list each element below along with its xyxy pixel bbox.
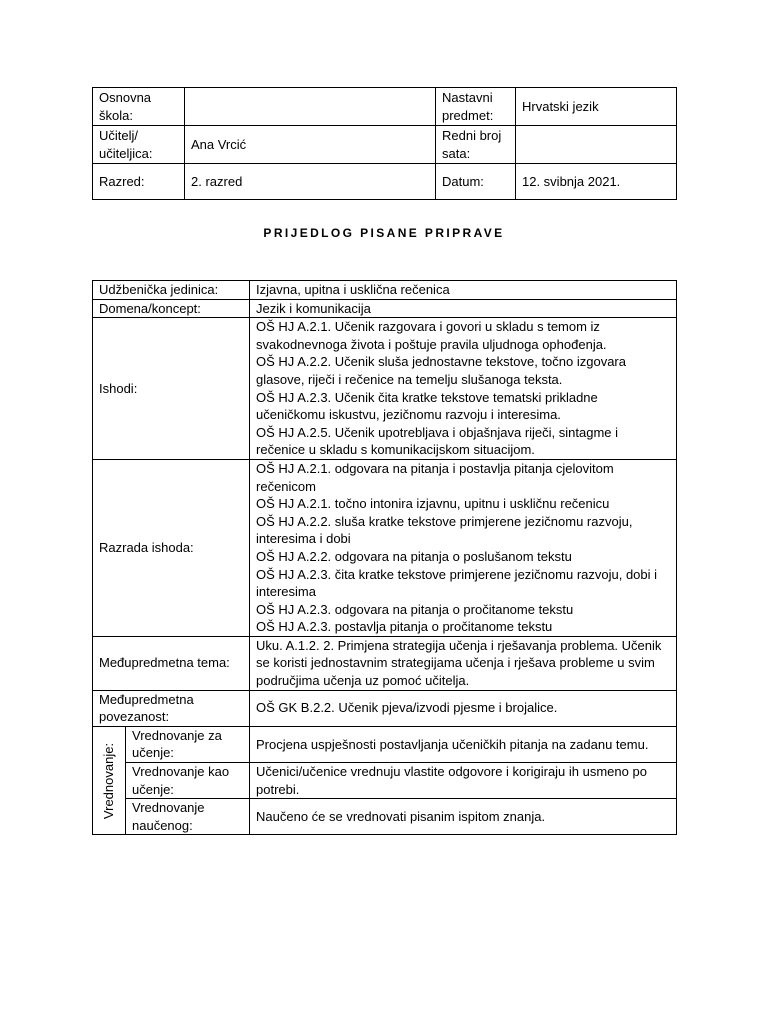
cross-topic-row (93, 636, 677, 690)
unit-row (93, 281, 677, 300)
elaboration-item: OŠ HJ A.2.2. sluša kratke tekstove primjerene jezičnomu razvoju, interesima i dobi (256, 513, 633, 547)
cross-topic-label: Međupredmetna tema: (93, 636, 250, 690)
lesson-plan-table (92, 280, 677, 835)
domain-value: Jezik i komunikacija (250, 299, 677, 318)
header-row (93, 164, 677, 200)
outcome-item: OŠ HJ A.2.5. Učenik upotrebljava i objašnjava riječi, sintagme i rečenice u skladu s komunikacijskom situacijom. (256, 424, 619, 458)
elaboration-item: OŠ HJ A.2.3. odgovara na pitanja o pročitanome tekstu (256, 601, 574, 617)
evaluation-label: Vrednovanje: (101, 742, 117, 819)
evaluation-row (93, 726, 677, 762)
evaluation-row (93, 763, 677, 799)
outcome-item: OŠ HJ A.2.3. Učenik čita kratke tekstove tematski prikladne učeničkomu iskustvu, jezičnomu razvoju i interesima. (256, 389, 598, 423)
date-label: Datum: (436, 164, 516, 200)
evaluation-type-label: Vrednovanje naučenog: (126, 799, 250, 835)
elaboration-item: OŠ HJ A.2.3. čita kratke tekstove primjerene jezičnomu razvoju, dobi i interesima (256, 566, 658, 600)
subject-label: Nastavni predmet: (436, 88, 516, 126)
unit-label: Udžbenička jedinica: (93, 281, 250, 300)
cross-link-row (93, 690, 677, 726)
cross-topic-value: Uku. A.1.2. 2. Primjena strategija učenja i rješavanja problema. Učenik se koristi jednostavnim strategijama učenja i rješava probleme u svim područjima učenja uz pomoć učitelja. (250, 636, 677, 690)
domain-row (93, 299, 677, 318)
evaluation-type-label: Vrednovanje za učenje: (126, 726, 250, 762)
domain-label: Domena/koncept: (93, 299, 250, 318)
grade-value: 2. razred (185, 164, 436, 200)
date-value: 12. svibnja 2021. (516, 164, 677, 200)
elaboration-item: OŠ HJ A.2.2. odgovara na pitanja o poslušanom tekstu (256, 548, 572, 564)
header-row (93, 126, 677, 164)
evaluation-type-value: Procjena uspješnosti postavljanja učeničkih pitanja na zadanu temu. (250, 726, 677, 762)
elaboration-item: OŠ HJ A.2.3. postavlja pitanja o pročitanome tekstu (256, 619, 553, 635)
elaboration-list (250, 459, 677, 636)
subject-value: Hrvatski jezik (516, 88, 677, 126)
header-table (92, 87, 677, 200)
cross-link-label: Međupredmetna povezanost: (93, 690, 250, 726)
outcomes-list (250, 318, 677, 460)
outcomes-label: Ishodi: (93, 318, 250, 460)
school-label: Osnovna škola: (93, 88, 185, 126)
evaluation-group-cell (93, 726, 126, 835)
lesson-number-label: Redni broj sata: (436, 126, 516, 164)
grade-label: Razred: (93, 164, 185, 200)
teacher-value: Ana Vrcić (185, 126, 436, 164)
outcomes-row (93, 318, 677, 460)
outcome-item: OŠ HJ A.2.2. Učenik sluša jednostavne tekstove, točno izgovara glasove, riječi i rečenice na temelju slušanoga teksta. (256, 354, 626, 387)
lesson-number-value (516, 126, 677, 164)
elaboration-item: OŠ HJ A.2.1. odgovara na pitanja i postavlja pitanja cjelovitom rečenicom (256, 460, 614, 494)
outcome-item: OŠ HJ A.2.1. Učenik razgovara i govori u skladu s temom iz svakodnevnoga života i poštuje pravila uljudnoga ophođenja. (256, 319, 607, 352)
unit-value: Izjavna, upitna i usklična rečenica (250, 281, 677, 300)
header-row (93, 88, 677, 126)
elaboration-item: OŠ HJ A.2.1. točno intonira izjavnu, upitnu i uskličnu rečenicu (256, 496, 610, 512)
cross-link-value: OŠ GK B.2.2. Učenik pjeva/izvodi pjesme i brojalice. (250, 690, 677, 726)
school-value (185, 88, 436, 126)
elaboration-row (93, 459, 677, 636)
evaluation-row (93, 799, 677, 835)
evaluation-type-label: Vrednovanje kao učenje: (126, 763, 250, 799)
evaluation-type-value: Učenici/učenice vrednuju vlastite odgovore i korigiraju ih usmeno po potrebi. (250, 763, 677, 799)
elaboration-label: Razrada ishoda: (93, 459, 250, 636)
evaluation-type-value: Naučeno će se vrednovati pisanim ispitom znanja. (250, 799, 677, 835)
teacher-label: Učitelj/ učiteljica: (93, 126, 185, 164)
document-title: PRIJEDLOG PISANE PRIPRAVE (263, 226, 505, 240)
